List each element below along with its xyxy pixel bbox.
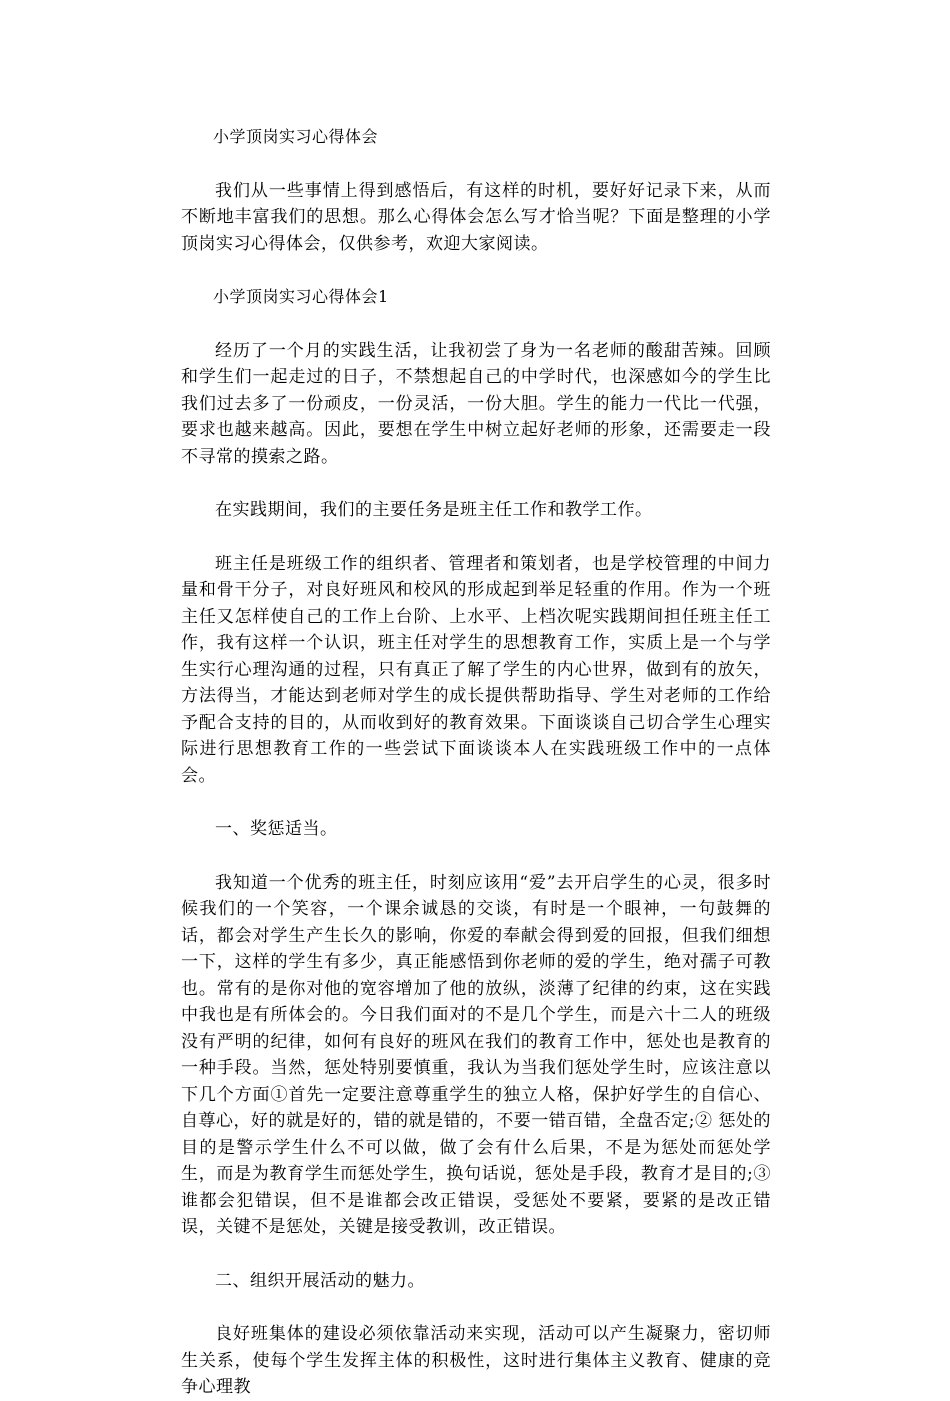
body-paragraph-1: 经历了一个月的实践生活，让我初尝了身为一名老师的酸甜苦辣。回顾和学生们一起走过的日子，不禁想起自己的中学时代，也深感如今的学生比我们过去多了一份顽皮，一份灵活，一份大胆。学生的能力一代比一代强，要求也越来越高。因此，要想在学生中树立起好老师的形象，还需要走一段不寻常的摸索之路。 xyxy=(181,340,771,467)
body-paragraph-2: 在实践期间，我们的主要任务是班主任工作和教学工作。 xyxy=(215,500,653,520)
subheading-reward-punishment: 一、奖惩适当。 xyxy=(215,819,338,839)
document-body xyxy=(181,124,771,1401)
section-heading-1: 小学顶岗实习心得体会1 xyxy=(213,287,389,306)
body-paragraph-3: 班主任是班级工作的组织者、管理者和策划者，也是学校管理的中间力量和骨干分子，对良好班风和校风的形成起到举足轻重的作用。作为一个班主任又怎样使自己的工作上台阶、上水平、上档次呢实践期间担任班主任工作，我有这样一个认识，班主任对学生的思想教育工作，实质上是一个与学生实行心理沟通的过程，只有真正了解了学生的内心世界，做到有的放矢，方法得当，才能达到老师对学生的成长提供帮助指导、学生对老师的工作给予配合支持的目的，从而收到好的教育效果。下面谈谈自己切合学生心理实际进行思想教育工作的一些尝试下面谈谈本人在实践班级工作中的一点体会。 xyxy=(181,553,771,786)
body-paragraph-4: 我知道一个优秀的班主任，时刻应该用“爱”去开启学生的心灵，很多时候我们的一个笑容，一个课余诚恳的交谈，有时是一个眼神，一句鼓舞的话，都会对学生产生长久的影响，你爱的奉献会得到爱的回报，但我们细想一下，这样的学生有多少，真正能感悟到你老师的爱的学生，绝对孺子可教也。常有的是你对他的宽容增加了他的放纵，淡薄了纪律的约束，这在实践中我也是有所体会的。今日我们面对的不是几个学生，而是六十二人的班级没有严明的纪律，如何有良好的班风在我们的教育工作中，惩处也是教育的一种手段。当然，惩处特别要慎重，我认为当我们惩处学生时，应该注意以下几个方面①首先一定要注意尊重学生的独立人格，保护好学生的自信心、自尊心，好的就是好的，错的就是错的，不要一错百错，全盘否定;② 惩处的目的是警示学生什么不可以做，做了会有什么后果，不是为惩处而惩处学生，而是为教育学生而惩处学生，换句话说，惩处是手段，教育才是目的;③ 谁都会犯错误，但不是谁都会改正错误，受惩处不要紧，要紧的是改正错误，关键不是惩处，关键是接受教训，改正错误。 xyxy=(181,872,771,1237)
subheading-activities: 二、组织开展活动的魅力。 xyxy=(215,1270,425,1291)
document-title: 小学顶岗实习心得体会 xyxy=(213,127,379,146)
body-paragraph-5: 良好班集体的建设必须依靠活动来实现，活动可以产生凝聚力，密切师生关系，使每个学生发挥主体的积极性，这时进行集体主义教育、健康的竞争心理教 xyxy=(181,1324,771,1397)
intro-paragraph: 我们从一些事情上得到感悟后，有这样的时机，要好好记录下来，从而不断地丰富我们的思想。那么心得体会怎么写才恰当呢？下面是整理的小学顶岗实习心得体会，仅供参考，欢迎大家阅读。 xyxy=(181,180,771,254)
